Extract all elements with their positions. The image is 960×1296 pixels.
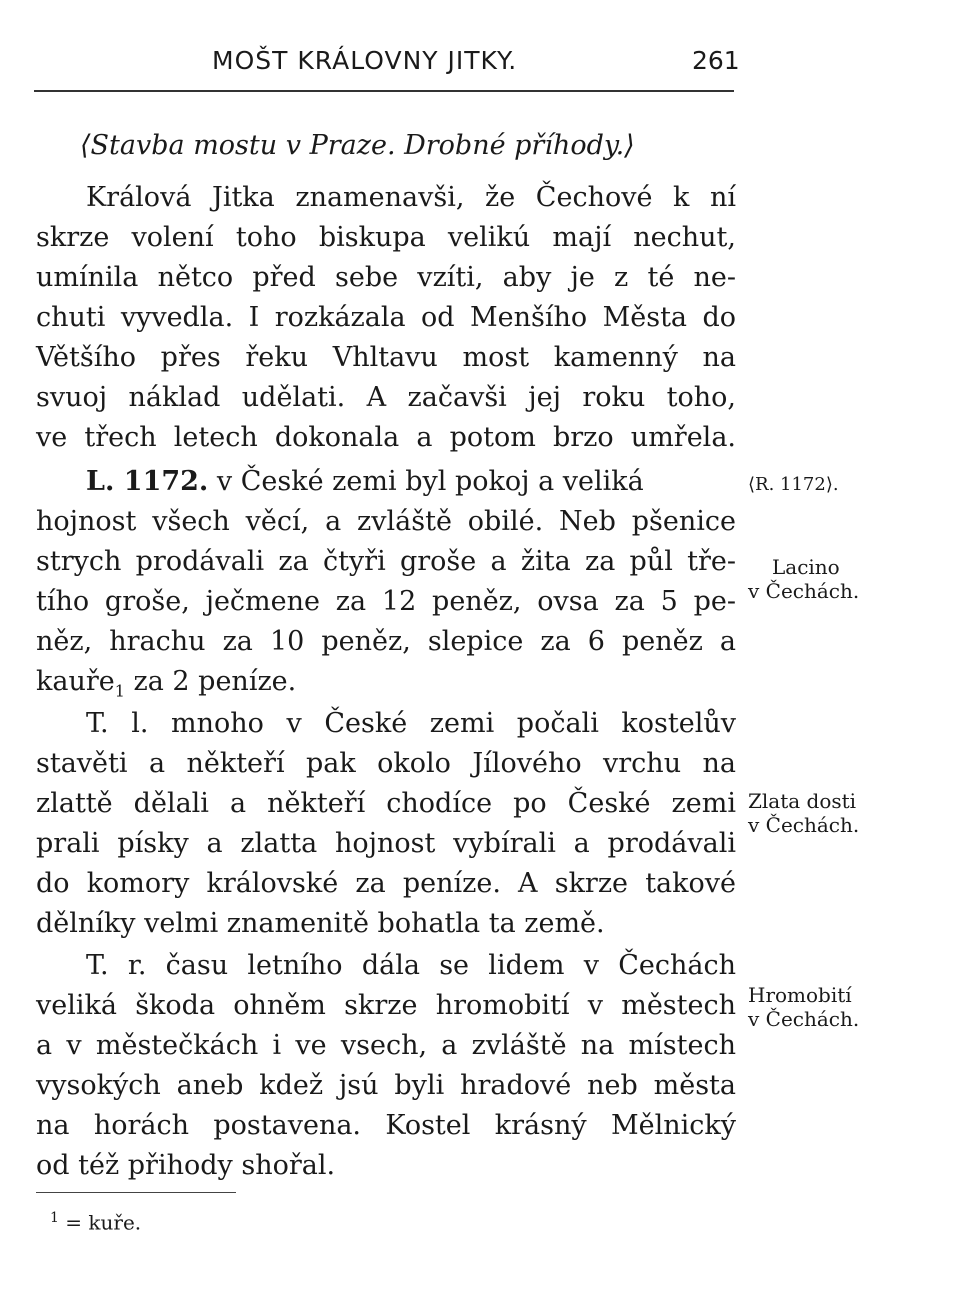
header-rule: [34, 90, 734, 92]
paragraph-4-line: od též přihody shořal.: [36, 1150, 336, 1181]
paragraph-1-line: umínila nětco před sebe vzíti, aby je z té ne-: [36, 262, 736, 293]
margin-note-zlata-2: v Čechách.: [748, 813, 860, 837]
paragraph-1-line: Králová Jitka znamenavši, že Čechové k ní: [86, 182, 736, 213]
paragraph-3-line: prali písky a zlatta hojnost vybírali a prodávali: [36, 828, 736, 859]
paragraph-2-line: hojnost všech věcí, a zvláště obilé. Neb pšenice: [36, 506, 736, 537]
paragraph-2-text: za 2 peníze.: [124, 666, 297, 697]
paragraph-3-line: stavěti a někteří pak okolo Jílového vrchu na: [36, 748, 736, 779]
paragraph-1-line: skrze volení toho biskupa velikú mají nechut,: [36, 222, 736, 253]
footnote-ref: 1: [114, 681, 125, 701]
paragraph-2-text: v České zemi byl pokoj a veliká: [208, 466, 644, 497]
margin-note-hromobiti-2: v Čechách.: [748, 1007, 860, 1031]
footnote-marker: 1: [50, 1210, 59, 1226]
year-lead: L. 1172.: [86, 466, 209, 497]
paragraph-1-line: chuti vyvedla. I rozkázala od Menšího Města do: [36, 302, 736, 333]
running-header-title: MOŠT KRÁLOVNY JITKY.: [212, 46, 518, 75]
paragraph-4-line: na horách postavena. Kostel krásný Mělnický: [36, 1110, 736, 1141]
paragraph-2-line: něz, hrachu za 10 peněz, slepice za 6 peněz a: [36, 626, 736, 657]
margin-note-lacino-2: v Čechách.: [748, 579, 860, 603]
section-title: ⟨Stavba mostu v Praze. Drobné příhody.⟩: [80, 130, 635, 161]
paragraph-3-line: T. l. mnoho v České zemi počali kostelův: [86, 708, 736, 739]
paragraph-4-line: vysokých aneb kdež jsú byli hradové neb města: [36, 1070, 736, 1101]
margin-note-hromobiti-1: Hromobití: [748, 983, 852, 1007]
margin-note-zlata-1: Zlata dosti: [748, 789, 857, 813]
paragraph-1-line: ve třech letech dokonala a potom brzo umřela.: [36, 422, 736, 453]
paragraph-2-line: strych prodávali za čtyři groše a žita za půl tře-: [36, 546, 736, 577]
paragraph-1-line: Většího přes řeku Vhltavu most kamenný na: [36, 342, 736, 373]
word-kaure: kauře: [36, 666, 115, 697]
paragraph-3-line: dělníky velmi znamenitě bohatla ta země.: [36, 908, 605, 939]
paragraph-4-line: a v městečkách i ve vsech, a zvláště na místech: [36, 1030, 736, 1061]
paragraph-1-line: svuoj náklad udělati. A začavši jej roku toho,: [36, 382, 736, 413]
paragraph-3-line: zlattě dělali a někteří chodíce po České zemi: [36, 788, 736, 819]
paragraph-4-line: veliká škoda ohněm skrze hromobití v městech: [36, 990, 736, 1021]
margin-note-year: ⟨R. 1172⟩.: [748, 474, 839, 495]
paragraph-2-line: tího groše, ječmene za 12 peněz, ovsa za 5 pe-: [36, 586, 736, 617]
footnote-text: = kuře.: [65, 1210, 142, 1235]
footnote: [50, 1210, 141, 1235]
footnote-rule: [36, 1192, 236, 1193]
paragraph-2-first-line: [86, 462, 736, 502]
paragraph-3-line: do komory královské za peníze. A skrze takové: [36, 868, 736, 899]
page-number: 261: [692, 46, 740, 75]
margin-note-lacino-1: Lacino: [772, 555, 840, 579]
paragraph-4-line: T. r. času letního dála se lidem v Čechách: [86, 950, 736, 981]
